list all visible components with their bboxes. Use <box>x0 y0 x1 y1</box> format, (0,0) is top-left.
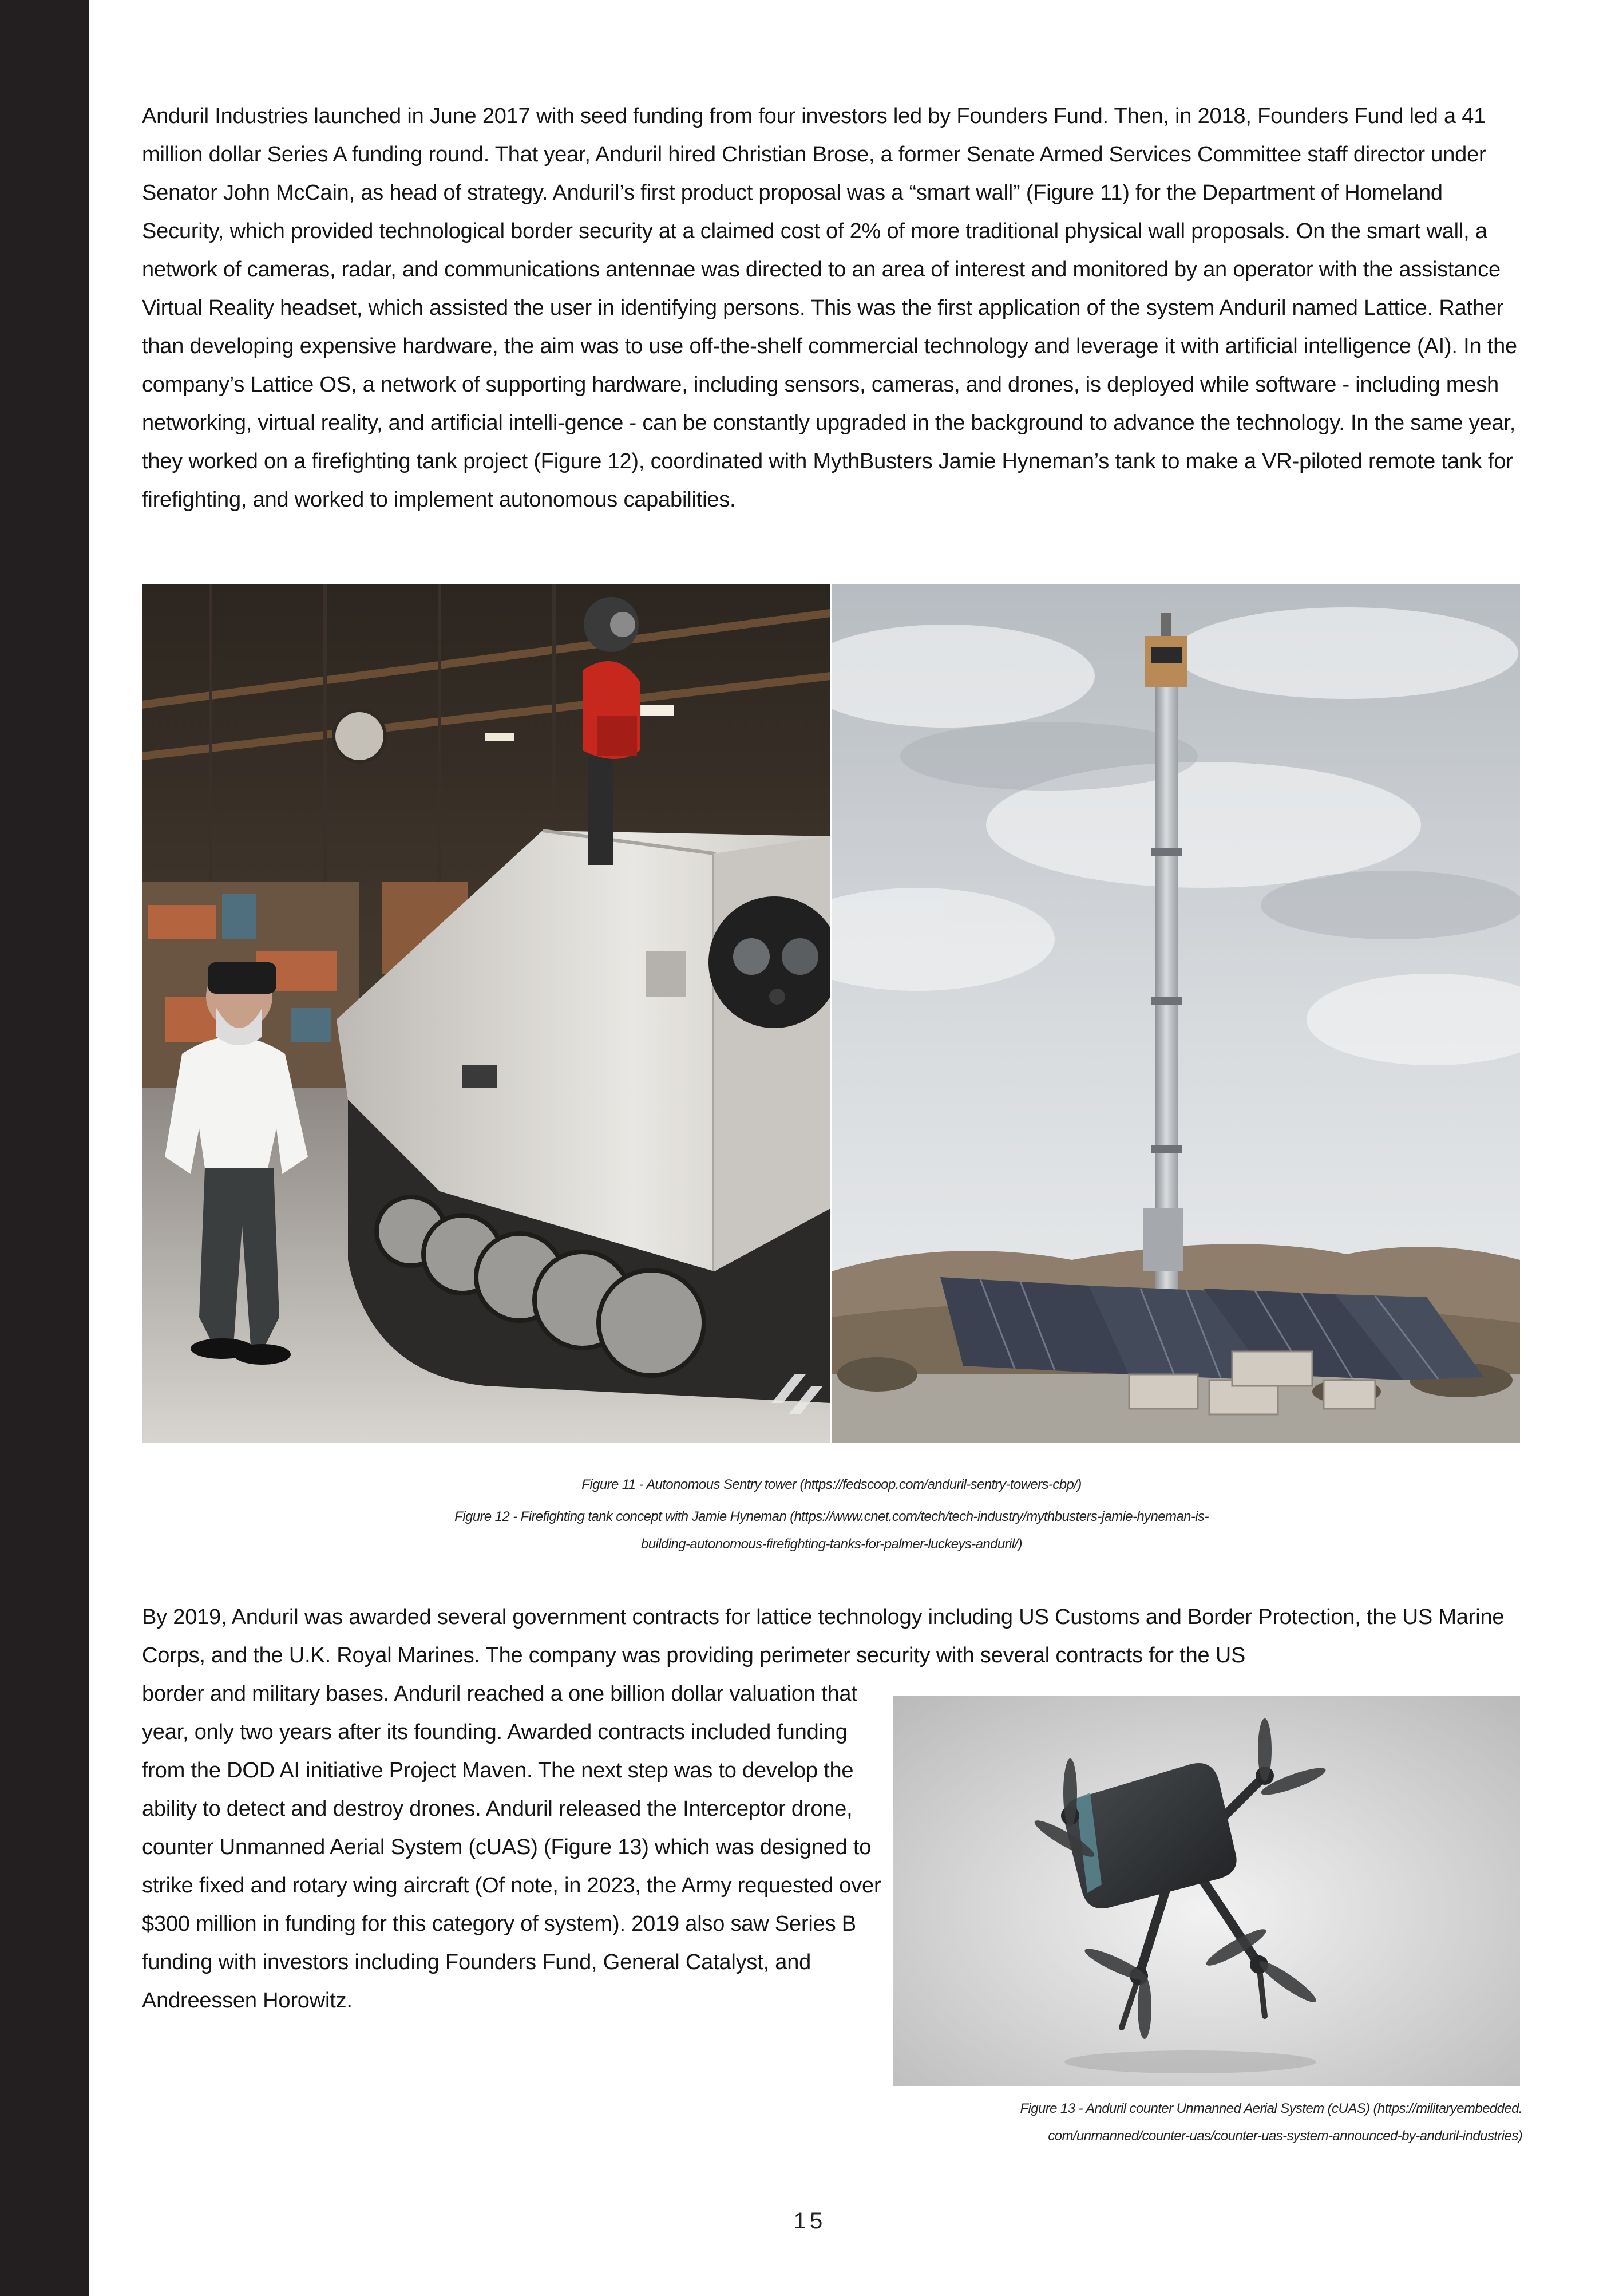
sentry-tower-illustration <box>832 584 1520 1443</box>
tank-photo-illustration <box>142 584 830 1443</box>
figure-12-caption-line-2: building-autonomous-firefighting-tanks-for-palmer-luckeys-anduril/) <box>641 1536 1022 1552</box>
figure-12-caption-line-1: Figure 12 - Firefighting tank concept with Jamie Hyneman (https://www.cnet.com/tech/tech-industry/mythbusters-jamie-hyneman-is- <box>454 1509 1209 1524</box>
paragraph-2-full-width: By 2019, Anduril was awarded several government contracts for lattice technology including US Customs and Border Protection, the US Marine Corps, and the U.K. Royal Marines. The company was providing perimeter security with several contracts for the US <box>142 1605 1505 1667</box>
intro-paragraph: Anduril Industries launched in June 2017 with seed funding from four investors led by Founders Fund. Then, in 2018, Founders Fund led a 41 million dollar Series A funding round. That year, Anduril hired Christian Brose, a former Senate Armed Services Committee staff director under Senator John McCain, as head of strategy. Anduril’s first product proposal was a “smart wall” (Figure 11) for the Department of Homeland Security, which provided technological border security at a claimed cost of 2% of more traditional physical wall proposals. On the smart wall, a network of cameras, radar, and communications antennae was directed to an area of interest and monitored by an operator with the assistance Virtual Reality headset, which assisted the user in identifying persons. This was the first application of the system Anduril named Lattice. Rather than developing expensive hardware, the aim was to use off-the-shelf commercial technology and leverage it with artificial intelligence (AI). In the company’s Lattice OS, a network of supporting hardware, including sensors, cameras, and drones, is deployed while software - including mesh networking, virtual reality, and artificial intelli-gence - can be constantly upgraded in the background to advance the technology. In the same year, they worked on a firefighting tank project (Figure 12), coordinated with MythBusters Jamie Hyneman’s tank to make a VR-piloted remote tank for firefighting, and worked to implement autonomous capabilities. <box>142 104 1517 512</box>
figure-12-firefighting-tank-photo <box>142 584 830 1443</box>
figure-13-drone-photo <box>893 1696 1520 2086</box>
figure-13-caption-line-1: Figure 13 - Anduril counter Unmanned Aerial System (cUAS) (https://militaryembedded. <box>1020 2101 1522 2116</box>
figure-11-caption: Figure 11 - Autonomous Sentry tower (https://fedscoop.com/anduril-sentry-towers-cbp/) <box>581 1477 1082 1492</box>
figure-11-sentry-tower-photo <box>832 584 1520 1443</box>
paragraph-2-wrapped: border and military bases. Anduril reached a one billion dollar valuation that year, only two years after its founding. Awarded contracts included funding from the DOD AI initiative Project Maven. The next step was to develop the ability to detect and destroy drones. Anduril released the Interceptor drone, counter Unmanned Aerial System (cUAS) (Figure 13) which was designed to strike fixed and rotary wing aircraft (Of note, in 2023, the Army requested over $300 million in funding for this category of system). 2019 also saw Series B funding with investors including Founders Fund, General Catalyst, and Andreessen Horowitz. <box>142 1682 881 2013</box>
left-margin-bar <box>0 0 89 2296</box>
figure-13-caption-line-2: com/unmanned/counter-uas/counter-uas-system-announced-by-anduril-industries) <box>1048 2128 1522 2144</box>
drone-illustration <box>893 1696 1520 2086</box>
page-number: 15 <box>793 2208 826 2234</box>
